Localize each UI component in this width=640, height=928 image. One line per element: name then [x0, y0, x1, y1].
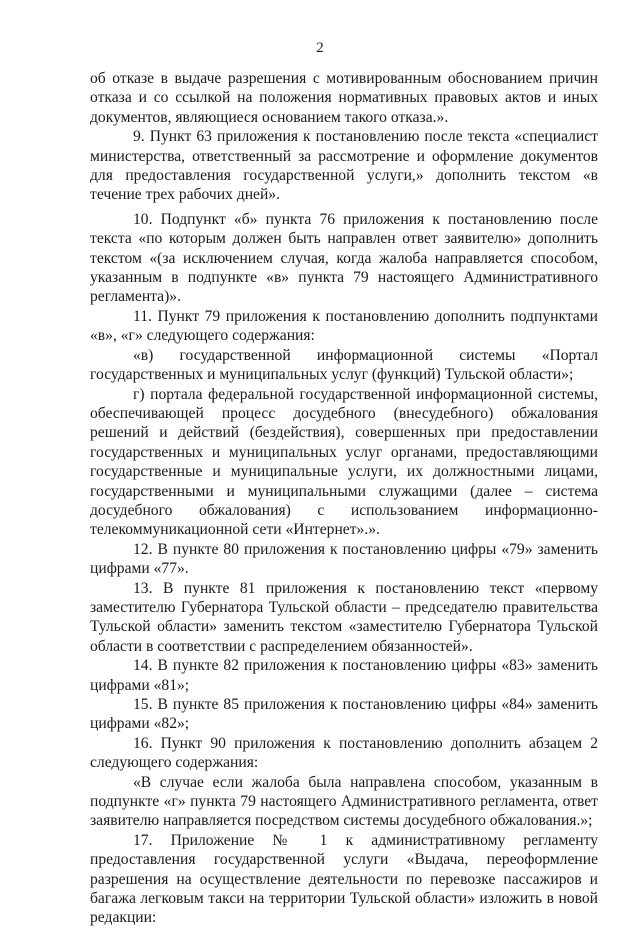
- document-body: [90, 69, 598, 928]
- paragraph-refusal-continuation: об отказе в выдаче разрешения с мотивированным обоснованием причин отказа и со ссылкой на положения нормативных правовых актов и иных документов, являющиеся основанием такого отказа.».: [90, 70, 598, 126]
- paragraph-item-15: 15. В пункте 85 приложения к постановлению цифры «84» заменить цифрами «82»;: [90, 696, 598, 733]
- paragraph-item-16-addition: «В случае если жалоба была направлена способом, указанным в подпункте «г» пункта 79 настоящего Административного регламента, ответ заявителю направляется посредством системы досудебного обжалования.»;: [90, 773, 598, 830]
- paragraph-item-12: 12. В пункте 80 приложения к постановлению цифры «79» заменить цифрами «77».: [90, 540, 598, 578]
- page-number: 2: [316, 40, 324, 56]
- paragraph-item-11: 11. Пункт 79 приложения к постановлению дополнить подпунктами «в», «г» следующего содержания:: [90, 307, 598, 345]
- paragraph-item-13: 13. В пункте 81 приложения к постановлению текст «первому заместителю Губернатора Тульской области – председателю правительства Тульской области» заменить текстом «заместителю Губернатора Тульской области в соответствии с распределением обязанностей».: [90, 579, 598, 655]
- paragraph-item-17: 17. Приложение № 1 к административному регламенту предоставления государственной услуги «Выдача, переоформление разрешения на осуществление деятельности по перевозке пассажиров и багажа легковым такси на территории Тульской области» изложить в новой редакции:: [90, 831, 598, 927]
- paragraph-subitem-v: «в) государственной информационной системы «Портал государственных и муниципальных услуг (функций) Тульской области»;: [90, 346, 598, 384]
- paragraph-item-16: 16. Пункт 90 приложения к постановлению дополнить абзацем 2 следующего содержания:: [90, 734, 598, 772]
- paragraph-item-9: 9. Пункт 63 приложения к постановлению после текста «специалист министерства, ответственный за рассмотрение и оформление документов для предоставления государственной услуги,» дополнить текстом «в течение трех рабочих дней».: [90, 128, 598, 204]
- paragraph-item-14: 14. В пункте 82 приложения к постановлению цифры «83» заменить цифрами «81»;: [90, 657, 598, 694]
- paragraph-item-10: 10. Подпункт «б» пункта 76 приложения к постановлению после текста «по которым должен быть направлен ответ заявителю» дополнить текстом «(за исключением случая, когда жалоба направляется способом, указанным в подпункте «в» пункта 79 настоящего Административного регламента)».: [90, 210, 598, 306]
- paragraph-subitem-g: г) портала федеральной государственной информационной системы, обеспечивающей процесс досудебного (внесудебного) обжалования решений и действий (бездействия), совершенных при предоставлении государственных и муниципальных услуг органами, предоставляющими государственные и муниципальные услуги, их должностными лицами, государственными и муниципальными служащими (далее – система досудебного обжалования) с использованием информационно-телекоммуникационной сети «Интернет».».: [90, 385, 598, 539]
